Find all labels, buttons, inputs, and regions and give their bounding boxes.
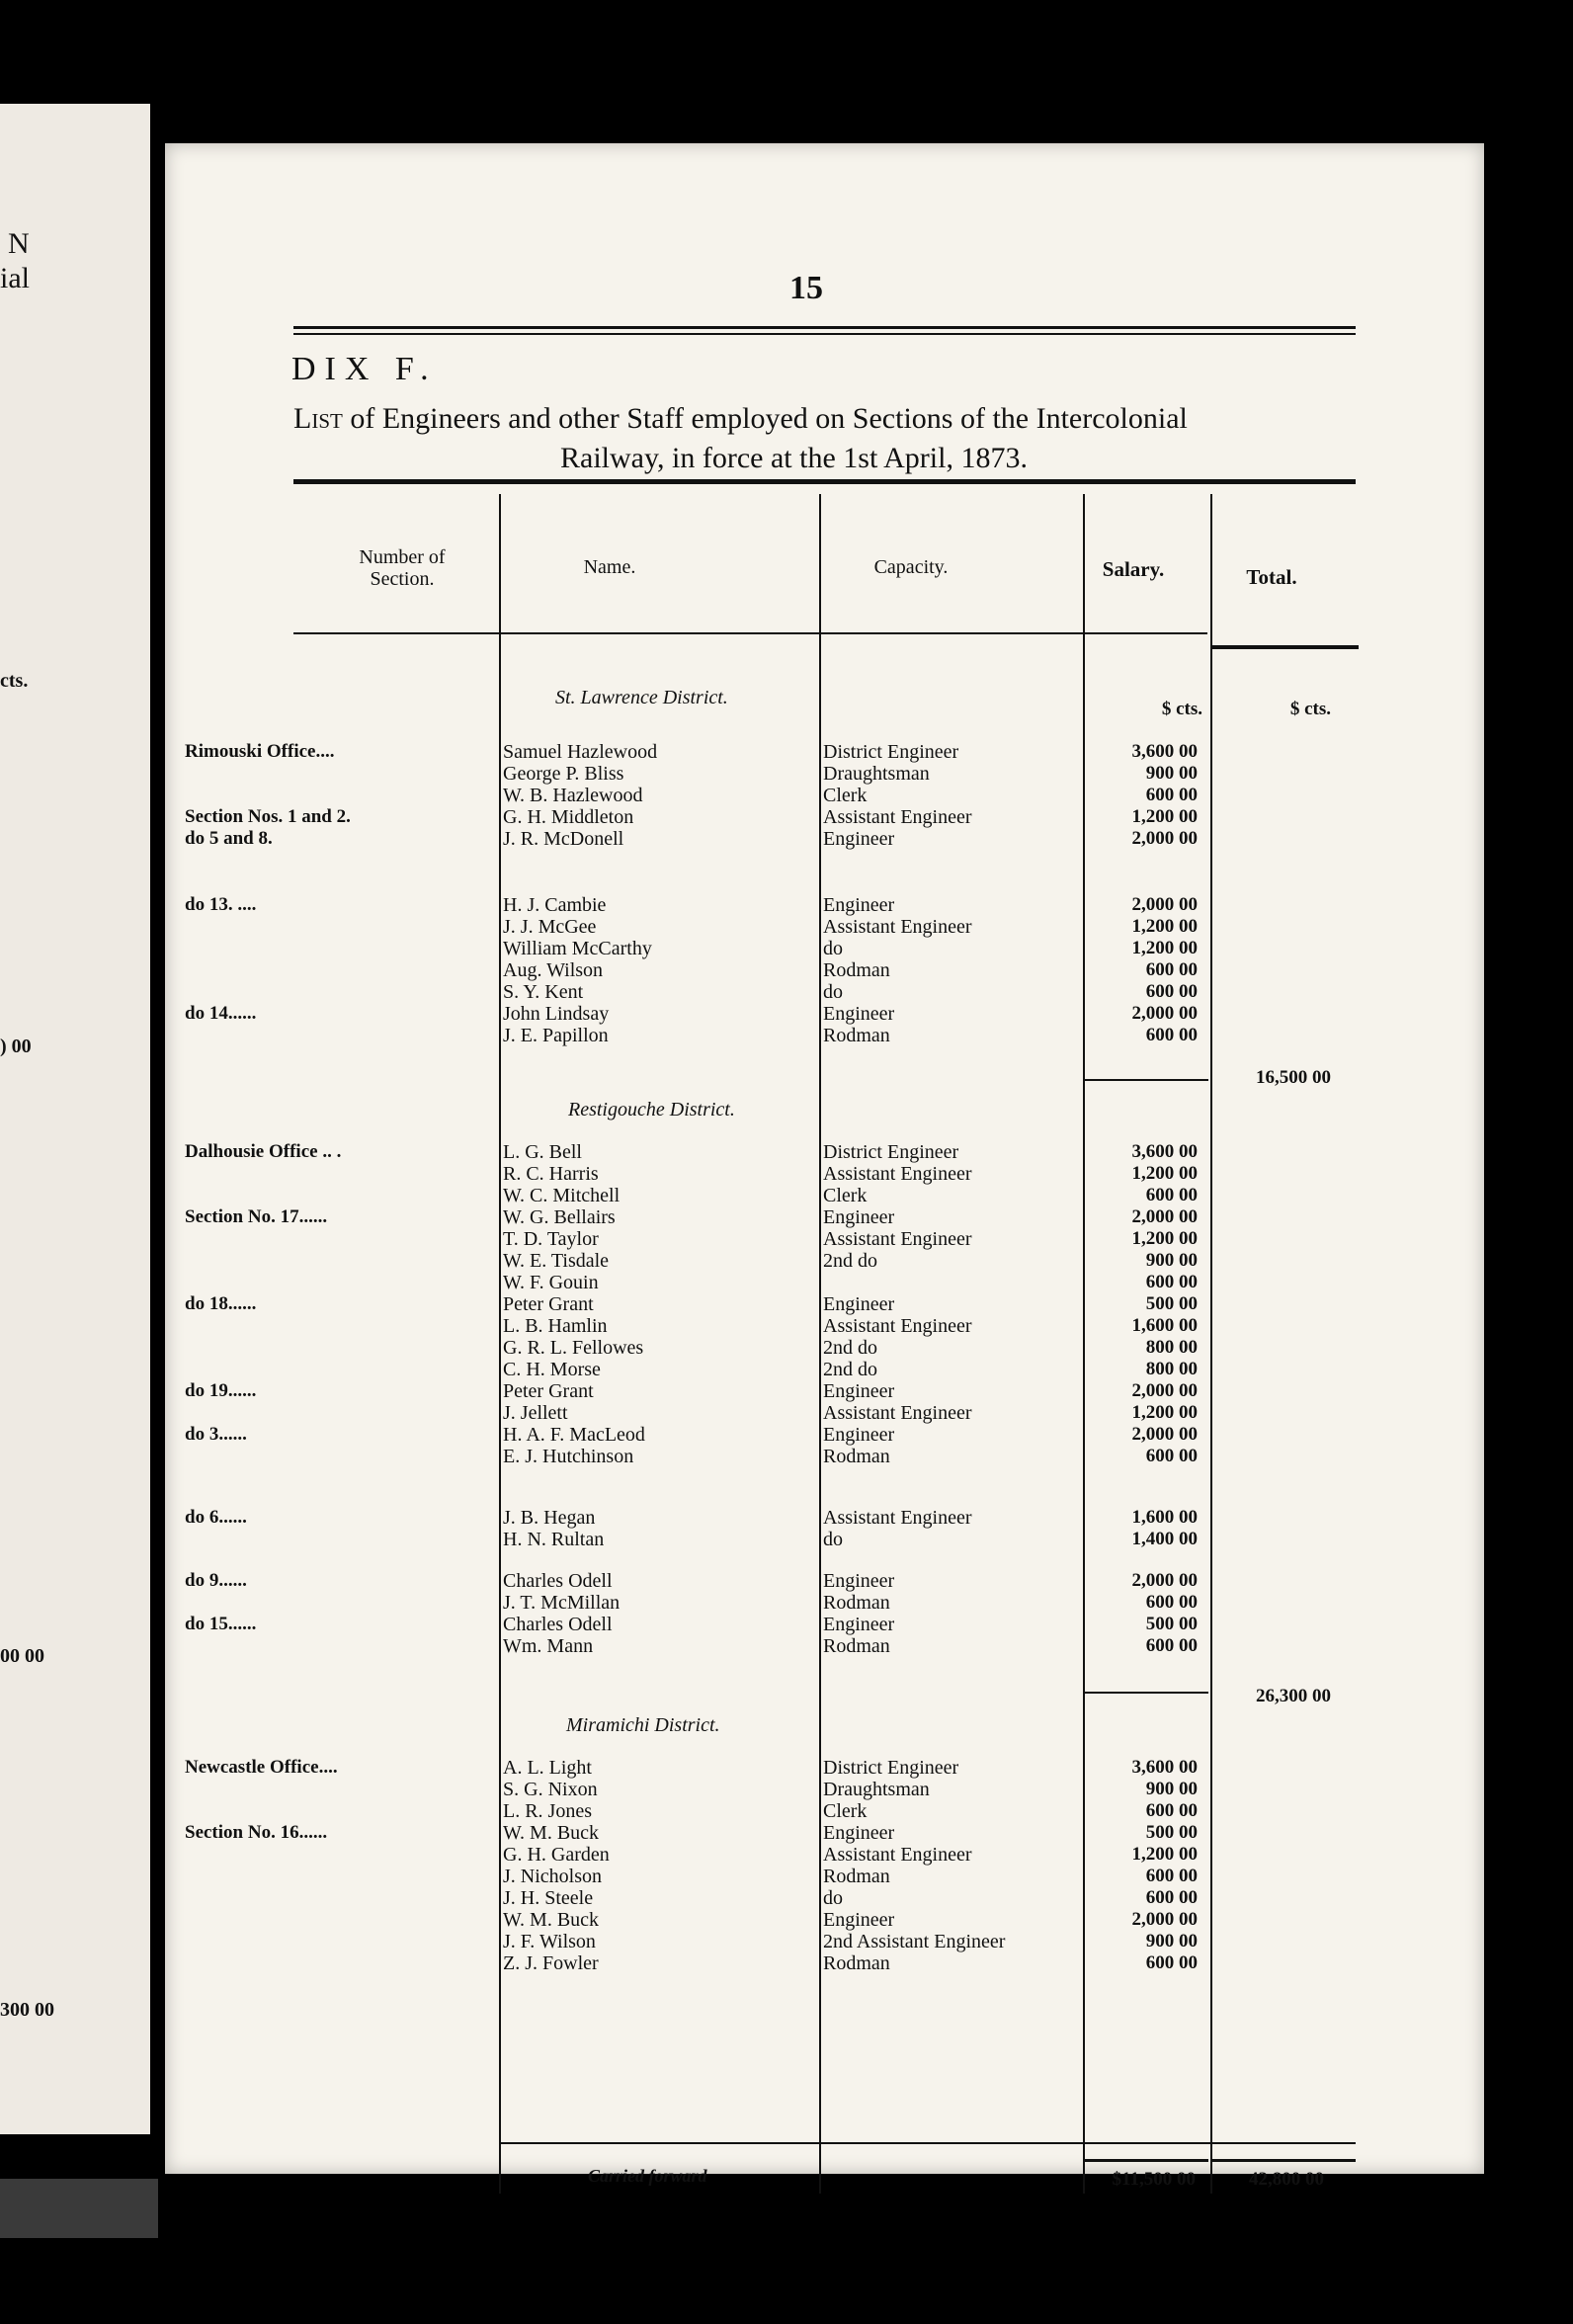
capacity-cell: Rodman [823, 1446, 890, 1467]
name-cell: J. R. McDonell [503, 828, 624, 850]
salary-cell: 1,600 00 [1131, 1315, 1198, 1336]
section-cell: do 15...... [185, 1614, 257, 1634]
capacity-cell: Assistant Engineer [823, 1163, 972, 1185]
capacity-cell: Clerk [823, 1185, 868, 1206]
carried-rule-total [1212, 2159, 1356, 2162]
capacity-cell: District Engineer [823, 1757, 959, 1779]
salary-cell: 600 00 [1145, 1025, 1198, 1045]
capacity-cell: 2nd do [823, 1337, 877, 1359]
header-salary: Salary. [1102, 557, 1165, 581]
salary-cell: 2,000 00 [1131, 1909, 1198, 1930]
header-total: Total. [1246, 565, 1297, 589]
name-cell: H. A. F. MacLeod [503, 1424, 645, 1446]
table-row [165, 1909, 1484, 1931]
capacity-cell: Engineer [823, 1909, 895, 1931]
name-cell: Peter Grant [503, 1380, 594, 1402]
district-total: 26,300 00 [1256, 1686, 1331, 1706]
capacity-cell: Engineer [823, 1822, 895, 1844]
table-row [165, 1228, 1484, 1250]
capacity-cell: Assistant Engineer [823, 1507, 972, 1529]
capacity-cell: Assistant Engineer [823, 1402, 972, 1424]
salary-cell: 600 00 [1145, 1952, 1198, 1973]
capacity-cell: Engineer [823, 828, 895, 850]
salary-cell: 600 00 [1145, 1800, 1198, 1821]
name-cell: J. T. McMillan [503, 1592, 621, 1614]
salary-cell: 600 00 [1145, 959, 1198, 980]
salary-cell: 3,600 00 [1131, 1757, 1198, 1778]
name-cell: Z. J. Fowler [503, 1952, 599, 1974]
subtotal-rule [1085, 1692, 1208, 1694]
left-fragment: N [8, 227, 30, 260]
name-cell: H. N. Rultan [503, 1529, 605, 1550]
capacity-cell: Assistant Engineer [823, 806, 972, 828]
name-cell: L. B. Hamlin [503, 1315, 608, 1337]
capacity-cell: Engineer [823, 1003, 895, 1025]
salary-cell: 1,400 00 [1131, 1529, 1198, 1549]
salary-cell: 1,200 00 [1131, 1163, 1198, 1184]
capacity-cell: Engineer [823, 1424, 895, 1446]
salary-cell: 600 00 [1145, 1185, 1198, 1205]
salary-cell: 3,600 00 [1131, 741, 1198, 762]
page-title-line2: Railway, in force at the 1st April, 1873. [560, 442, 1028, 474]
name-cell: J. F. Wilson [503, 1931, 596, 1952]
table-row [165, 1570, 1484, 1592]
name-cell: L. R. Jones [503, 1800, 592, 1822]
salary-cell: 1,200 00 [1131, 938, 1198, 958]
capacity-cell: Assistant Engineer [823, 1315, 972, 1337]
table-row [165, 938, 1484, 959]
table-row [165, 1952, 1484, 1974]
name-cell: S. Y. Kent [503, 981, 584, 1003]
capacity-cell: Rodman [823, 959, 890, 981]
salary-cell: 600 00 [1145, 1272, 1198, 1292]
salary-cell: 600 00 [1145, 785, 1198, 805]
capacity-cell: Engineer [823, 1614, 895, 1635]
title-smallcaps: List [293, 402, 343, 435]
salary-cell: 800 00 [1145, 1337, 1198, 1358]
salary-cell: 900 00 [1145, 763, 1198, 784]
section-cell: Dalhousie Office .. . [185, 1141, 342, 1162]
section-cell: do 13. .... [185, 894, 257, 915]
salary-cell: 2,000 00 [1131, 1570, 1198, 1591]
salary-cell: 1,600 00 [1131, 1507, 1198, 1528]
left-fragment: cts. [0, 670, 29, 692]
capacity-cell: Assistant Engineer [823, 1228, 972, 1250]
salary-cell: 1,200 00 [1131, 1844, 1198, 1865]
name-cell: Wm. Mann [503, 1635, 594, 1657]
salary-cell: 1,200 00 [1131, 1402, 1198, 1423]
salary-cell: 2,000 00 [1131, 1424, 1198, 1445]
left-fragment: ial [0, 262, 30, 294]
name-cell: L. G. Bell [503, 1141, 582, 1163]
table-row [165, 1293, 1484, 1315]
table-row [165, 1025, 1484, 1046]
name-cell: J. Nicholson [503, 1866, 602, 1887]
carried-forward-label: Carried forward [588, 2166, 707, 2186]
salary-cell: 2,000 00 [1131, 1206, 1198, 1227]
header-rule-total [1212, 645, 1359, 649]
table-row [165, 1757, 1484, 1779]
section-cell: Rimouski Office.... [185, 741, 335, 762]
name-cell: G. R. L. Fellowes [503, 1337, 644, 1359]
document-page [165, 143, 1484, 2190]
salary-currency: $ cts. [1161, 699, 1202, 719]
salary-cell: 2,000 00 [1131, 828, 1198, 849]
name-cell: J. E. Papillon [503, 1025, 609, 1046]
salary-cell: 500 00 [1145, 1614, 1198, 1634]
capacity-cell: District Engineer [823, 1141, 959, 1163]
capacity-cell: Engineer [823, 1570, 895, 1592]
table-row [165, 1931, 1484, 1952]
table-row [165, 894, 1484, 916]
section-cell: do 18...... [185, 1293, 257, 1314]
left-fragment: 00 00 [0, 1645, 44, 1667]
section-cell: do 19...... [185, 1380, 257, 1401]
table-row [165, 1822, 1484, 1844]
capacity-cell: do [823, 981, 843, 1003]
salary-cell: 900 00 [1145, 1250, 1198, 1271]
name-cell: Charles Odell [503, 1570, 613, 1592]
table-row [165, 1635, 1484, 1657]
table-row [165, 1592, 1484, 1614]
salary-cell: 600 00 [1145, 1592, 1198, 1613]
table-row [165, 1424, 1484, 1446]
name-cell: A. L. Light [503, 1757, 592, 1779]
salary-cell: 2,000 00 [1131, 1003, 1198, 1024]
name-cell: Peter Grant [503, 1293, 594, 1315]
top-rule-thin [293, 333, 1356, 335]
name-cell: S. G. Nixon [503, 1779, 598, 1800]
salary-cell: 2,000 00 [1131, 1380, 1198, 1401]
table-row [165, 741, 1484, 763]
capacity-cell: 2nd do [823, 1359, 877, 1380]
salary-cell: 900 00 [1145, 1779, 1198, 1799]
name-cell: W. G. Bellairs [503, 1206, 616, 1228]
table-row [165, 1315, 1484, 1337]
capacity-cell: Rodman [823, 1952, 890, 1974]
section-cell: do 3...... [185, 1424, 247, 1445]
district-total: 16,500 00 [1256, 1067, 1331, 1088]
capacity-cell: do [823, 938, 843, 959]
salary-cell: 600 00 [1145, 1887, 1198, 1908]
salary-cell: 600 00 [1145, 1446, 1198, 1466]
left-fragment: ) 00 [0, 1036, 32, 1057]
table-row [165, 981, 1484, 1003]
table-row [165, 1446, 1484, 1467]
capacity-cell: Clerk [823, 1800, 868, 1822]
header-section: Number of Section. [359, 546, 446, 590]
capacity-cell: Rodman [823, 1592, 890, 1614]
name-cell: E. J. Hutchinson [503, 1446, 634, 1467]
district-title: Miramichi District. [566, 1714, 720, 1736]
name-cell: William McCarthy [503, 938, 652, 959]
name-cell: W. M. Buck [503, 1909, 600, 1931]
name-cell: W. C. Mitchell [503, 1185, 621, 1206]
table-row [165, 1614, 1484, 1635]
salary-cell: 2,000 00 [1131, 894, 1198, 915]
table-row [165, 916, 1484, 938]
table-row [165, 806, 1484, 828]
capacity-cell: Rodman [823, 1025, 890, 1046]
header-rule [293, 632, 1207, 634]
header-capacity: Capacity. [873, 556, 949, 578]
capacity-cell: 2nd do [823, 1250, 877, 1272]
capacity-cell: do [823, 1887, 843, 1909]
table-row [165, 828, 1484, 850]
capacity-cell: District Engineer [823, 741, 959, 763]
table-row [165, 1337, 1484, 1359]
capacity-cell: Engineer [823, 894, 895, 916]
table-row [165, 1185, 1484, 1206]
name-cell: J. B. Hegan [503, 1507, 596, 1529]
name-cell: W. F. Gouin [503, 1272, 599, 1293]
name-cell: G. H. Middleton [503, 806, 634, 828]
table-row [165, 785, 1484, 806]
capacity-cell: Engineer [823, 1206, 895, 1228]
subtotal-rule [1085, 1079, 1208, 1081]
table-row [165, 1272, 1484, 1293]
section-cell: Section Nos. 1 and 2. [185, 806, 351, 827]
table-row [165, 1887, 1484, 1909]
name-cell: R. C. Harris [503, 1163, 599, 1185]
name-cell: J. J. McGee [503, 916, 597, 938]
name-cell: John Lindsay [503, 1003, 610, 1025]
page-title-line1 [293, 402, 1188, 436]
table-row [165, 1529, 1484, 1550]
section-cell: Section No. 16...... [185, 1822, 328, 1843]
salary-cell: 600 00 [1145, 1866, 1198, 1886]
carried-total: 42,800 00 [1249, 2169, 1324, 2190]
capacity-cell: Engineer [823, 1293, 895, 1315]
table-row [165, 1359, 1484, 1380]
name-cell: Aug. Wilson [503, 959, 604, 981]
name-cell: T. D. Taylor [503, 1228, 599, 1250]
capacity-cell: Clerk [823, 785, 868, 806]
salary-cell: 1,200 00 [1131, 1228, 1198, 1249]
scan-edge [0, 2179, 158, 2238]
district-title: Restigouche District. [568, 1099, 735, 1120]
top-rule [293, 326, 1356, 329]
section-cell: Section No. 17...... [185, 1206, 328, 1227]
total-currency: $ cts. [1289, 699, 1331, 719]
table-row [165, 1250, 1484, 1272]
name-cell: H. J. Cambie [503, 894, 607, 916]
name-cell: W. M. Buck [503, 1822, 600, 1844]
left-fragment: 300 00 [0, 1999, 54, 2021]
salary-cell: 500 00 [1145, 1293, 1198, 1314]
name-cell: Samuel Hazlewood [503, 741, 658, 763]
carried-rule [501, 2142, 1356, 2144]
capacity-cell: Engineer [823, 1380, 895, 1402]
capacity-cell: Rodman [823, 1635, 890, 1657]
name-cell: W. E. Tisdale [503, 1250, 610, 1272]
table-row [165, 1206, 1484, 1228]
section-cell: do 9...... [185, 1570, 247, 1591]
section-cell: Newcastle Office.... [185, 1757, 338, 1778]
table-row [165, 1507, 1484, 1529]
name-cell: Charles Odell [503, 1614, 613, 1635]
section-cell: do 5 and 8. [185, 828, 273, 849]
title-text: of Engineers and other Staff employed on Sections of the Intercolonial [350, 402, 1188, 435]
capacity-cell: Assistant Engineer [823, 916, 972, 938]
table-row [165, 1402, 1484, 1424]
table-row [165, 959, 1484, 981]
salary-cell: 3,600 00 [1131, 1141, 1198, 1162]
salary-cell: 900 00 [1145, 1931, 1198, 1951]
appendix-heading: DIX F. [291, 351, 438, 387]
salary-cell: 600 00 [1145, 1635, 1198, 1656]
page-number: 15 [789, 270, 823, 306]
district-title: St. Lawrence District. [555, 687, 728, 708]
table-row [165, 1844, 1484, 1866]
table-row [165, 1003, 1484, 1025]
carried-rule-salary [1085, 2159, 1208, 2162]
table-row [165, 1163, 1484, 1185]
capacity-cell: 2nd Assistant Engineer [823, 1931, 1006, 1952]
table-row [165, 763, 1484, 785]
name-cell: J. Jellett [503, 1402, 568, 1424]
previous-page-strip [0, 104, 150, 2134]
capacity-cell: Draughtsman [823, 1779, 930, 1800]
name-cell: C. H. Morse [503, 1359, 601, 1380]
capacity-cell: do [823, 1529, 843, 1550]
salary-cell: 800 00 [1145, 1359, 1198, 1379]
name-cell: G. H. Garden [503, 1844, 610, 1866]
capacity-cell: Rodman [823, 1866, 890, 1887]
section-cell: do 6...... [185, 1507, 247, 1528]
salary-cell: 500 00 [1145, 1822, 1198, 1843]
salary-cell: 1,200 00 [1131, 806, 1198, 827]
table-row [165, 1141, 1484, 1163]
header-name: Name. [583, 556, 636, 578]
table-row [165, 1866, 1484, 1887]
section-cell: do 14...... [185, 1003, 257, 1024]
name-cell: George P. Bliss [503, 763, 624, 785]
table-row [165, 1800, 1484, 1822]
table-row [165, 1380, 1484, 1402]
name-cell: J. H. Steele [503, 1887, 594, 1909]
table-row [165, 1779, 1484, 1800]
salary-cell: 600 00 [1145, 981, 1198, 1002]
capacity-cell: Draughtsman [823, 763, 930, 785]
capacity-cell: Assistant Engineer [823, 1844, 972, 1866]
salary-cell: 1,200 00 [1131, 916, 1198, 937]
name-cell: W. B. Hazlewood [503, 785, 643, 806]
carried-salary: $11,500 00 [1112, 2169, 1196, 2190]
title-rule [293, 479, 1356, 484]
